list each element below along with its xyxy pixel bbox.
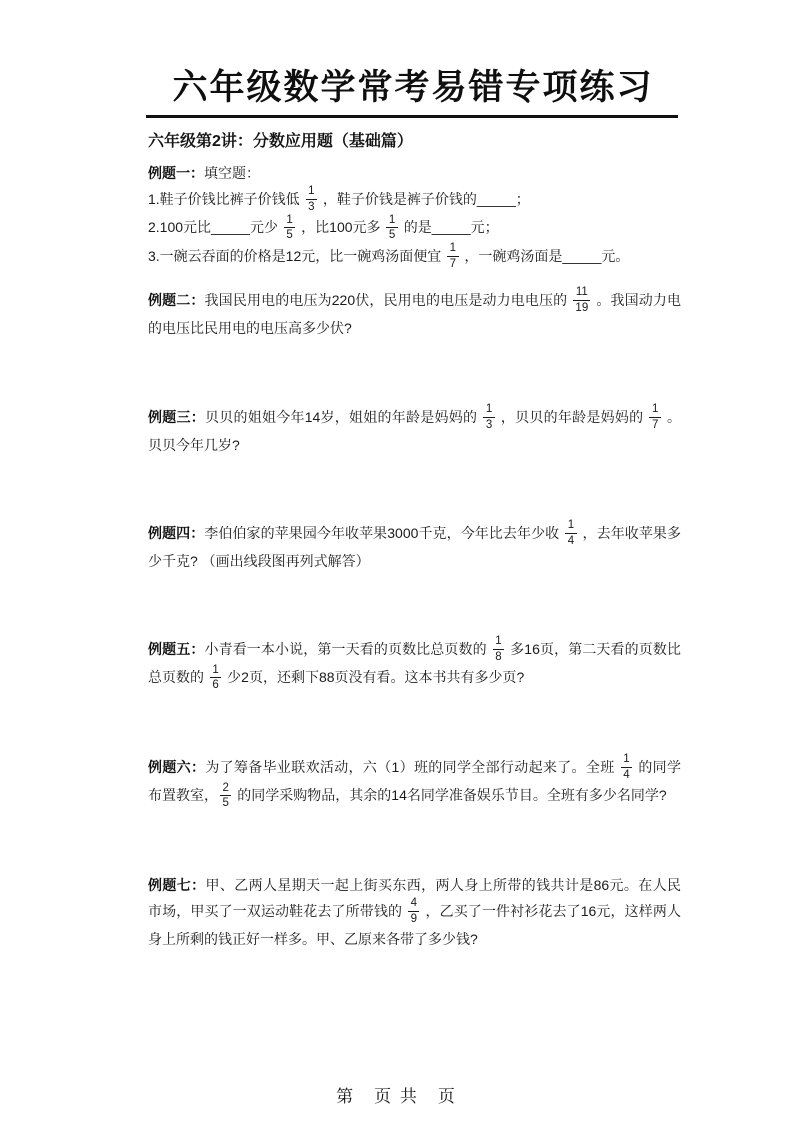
fraction-1-6: $\frac{1}{6}$	[210, 664, 221, 692]
problem-label: 例题一：	[148, 165, 204, 181]
fraction-1-8: $\frac{1}{8}$	[493, 635, 504, 663]
problem-label: 例题六：	[148, 759, 206, 775]
problem-example-1: 例题一：填空题： 1.鞋子价钱比裤子价钱低 $\frac{1}{3}$ ，鞋子价钱是裤子价钱的_____； 2.100元比_____元少 $\frac{1}{5}$ ，比100元多 $\frac{1}{5}$ 的是_____元； 3.一碗云吞面的价格是12元，比一碗鸡汤面便宜 $\frac{1}{7}$ ，一碗鸡汤面是_____元。	[148, 165, 630, 270]
problem-label: 例题三：	[148, 409, 205, 425]
title-divider	[146, 115, 678, 118]
problem-example-6: 例题六：为了筹备毕业联欢活动，六（1）班的同学全部行动起来了。全班 $\frac{1}{4}$ 的同学布置教室， $\frac{2}{5}$ 的同学采购物品，其余的14名同学准备娱乐节目。全班有多少名同学?	[148, 753, 682, 810]
fraction-11-19: $\frac{11}{19}$	[573, 286, 590, 314]
page-footer: 第 页 共 页	[336, 1087, 457, 1106]
fraction-1-7: $\frac{1}{7}$	[447, 242, 458, 270]
fraction-1-5: $\frac{1}{5}$	[284, 214, 295, 242]
problem-example-7: 例题七：甲、乙两人星期天一起上街买东西，两人身上所带的钱共计是86元。在人民市场，甲买了一双运动鞋花去了所带钱的 $\frac{4}{9}$ ，乙买了一件衬衫花去了16元，这样两人身上所剩的钱正好一样多。甲、乙原来各带了多少钱?	[148, 877, 682, 948]
problem-example-3: 例题三：贝贝的姐姐今年14岁，姐姐的年龄是妈妈的 $\frac{1}{3}$ ，贝贝的年龄是妈妈的 $\frac{1}{7}$ 。贝贝今年几岁?	[148, 403, 682, 454]
page-title: 六年级数学常考易错专项练习	[172, 68, 654, 107]
problem-label: 例题五：	[148, 641, 205, 657]
fraction-1-4: $\frac{1}{4}$	[621, 753, 632, 781]
fraction-1-5: $\frac{1}{5}$	[386, 214, 397, 242]
fraction-2-5: $\frac{2}{5}$	[220, 782, 231, 810]
fraction-1-3: $\frac{1}{3}$	[483, 403, 494, 431]
problem-example-5: 例题五：小青看一本小说，第一天看的页数比总页数的 $\frac{1}{8}$ 多16页，第二天看的页数比总页数的 $\frac{1}{6}$ 少2页，还剩下88页没有看。这本书共有多少页?	[148, 635, 682, 692]
problem-example-4: 例题四：李伯伯家的苹果园今年收苹果3000千克，今年比去年少收 $\frac{1}{4}$ ，去年收苹果多少千克? （画出线段图再列式解答）	[148, 519, 681, 570]
problem-label: 例题二：	[148, 292, 205, 308]
problem-label: 例题七：	[148, 877, 206, 893]
fraction-1-3: $\frac{1}{3}$	[306, 185, 317, 213]
problem-label: 例题四：	[148, 525, 205, 541]
fraction-1-7: $\frac{1}{7}$	[649, 403, 660, 431]
fraction-4-9: $\frac{4}{9}$	[408, 897, 419, 925]
problem-example-2: 例题二：我国民用电的电压为220伏，民用电的电压是动力电电压的 $\frac{11}{19}$ 。我国动力电的电压比民用电的电压高多少伏?	[148, 286, 682, 337]
fraction-1-4: $\frac{1}{4}$	[565, 519, 576, 547]
page-subtitle: 六年级第2讲：分数应用题（基础篇）	[148, 133, 413, 150]
